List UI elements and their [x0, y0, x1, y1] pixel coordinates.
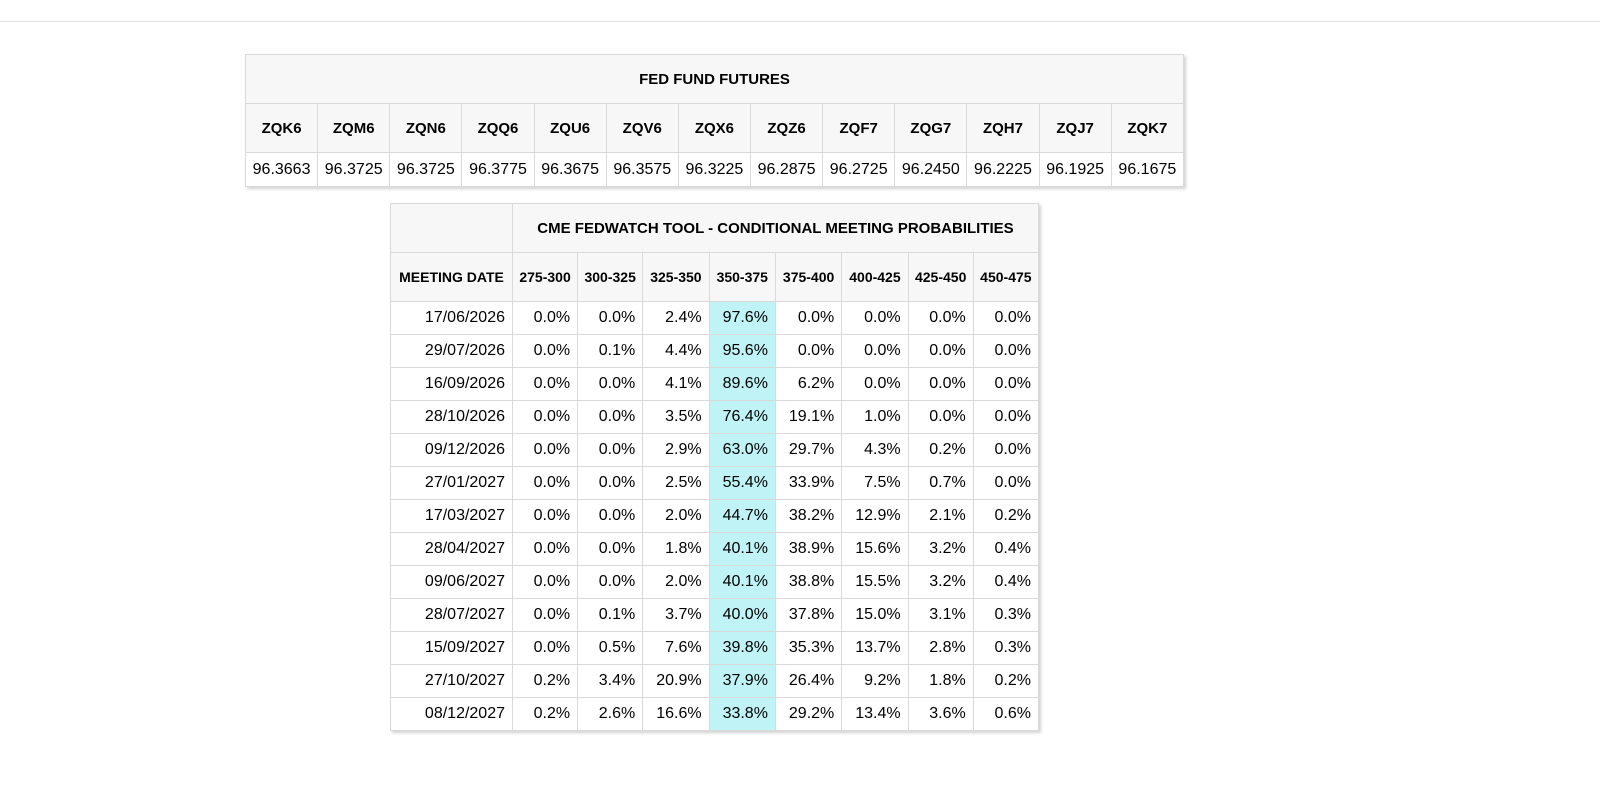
- futures-code-header: ZQX6: [678, 104, 750, 153]
- probability-cell: 55.4%: [709, 467, 775, 500]
- fed-fund-futures-table: [245, 54, 1184, 187]
- futures-code-header: ZQV6: [606, 104, 678, 153]
- probability-cell: 0.3%: [973, 632, 1038, 665]
- probability-cell: 33.8%: [709, 698, 775, 731]
- probability-cell: 2.8%: [908, 632, 973, 665]
- probability-cell: 15.5%: [842, 566, 908, 599]
- futures-price-cell: 96.2875: [750, 153, 822, 187]
- probability-cell: 0.0%: [578, 566, 643, 599]
- probability-cell: 0.0%: [775, 335, 841, 368]
- probability-cell: 0.0%: [578, 434, 643, 467]
- probability-cell: 40.0%: [709, 599, 775, 632]
- probability-cell: 0.0%: [578, 500, 643, 533]
- probability-cell: 15.6%: [842, 533, 908, 566]
- probability-cell: 37.8%: [775, 599, 841, 632]
- probability-cell: 0.0%: [578, 533, 643, 566]
- probability-cell: 0.0%: [513, 335, 578, 368]
- probability-cell: 0.0%: [513, 467, 578, 500]
- probability-cell: 2.9%: [643, 434, 709, 467]
- probability-cell: 0.3%: [973, 599, 1038, 632]
- probability-cell: 0.0%: [973, 368, 1038, 401]
- rate-range-header: 375-400: [775, 253, 841, 302]
- futures-code-header: ZQK7: [1111, 104, 1183, 153]
- table-row: [391, 665, 1039, 698]
- meeting-date-cell: 27/01/2027: [391, 467, 513, 500]
- meeting-date-cell: 09/06/2027: [391, 566, 513, 599]
- table-row: [391, 434, 1039, 467]
- probability-cell: 13.4%: [842, 698, 908, 731]
- futures-code-header: ZQQ6: [462, 104, 534, 153]
- probability-cell: 3.5%: [643, 401, 709, 434]
- probability-cell: 38.9%: [775, 533, 841, 566]
- probability-cell: 0.7%: [908, 467, 973, 500]
- probability-cell: 44.7%: [709, 500, 775, 533]
- probability-cell: 16.6%: [643, 698, 709, 731]
- probability-cell: 0.0%: [973, 467, 1038, 500]
- meeting-date-cell: 27/10/2027: [391, 665, 513, 698]
- table-row: [391, 401, 1039, 434]
- futures-code-header: ZQK6: [246, 104, 318, 153]
- futures-price-cell: 96.1925: [1039, 153, 1111, 187]
- probability-cell: 4.4%: [643, 335, 709, 368]
- futures-price-row: [246, 153, 1184, 187]
- probability-cell: 0.5%: [578, 632, 643, 665]
- probability-cell: 29.7%: [775, 434, 841, 467]
- futures-price-cell: 96.2225: [967, 153, 1039, 187]
- meeting-date-cell: 09/12/2026: [391, 434, 513, 467]
- rate-range-header: 450-475: [973, 253, 1038, 302]
- futures-price-cell: 96.1675: [1111, 153, 1183, 187]
- table-row: [391, 302, 1039, 335]
- probability-cell: 19.1%: [775, 401, 841, 434]
- probability-cell: 40.1%: [709, 533, 775, 566]
- futures-price-cell: 96.3675: [534, 153, 606, 187]
- table-row: [391, 632, 1039, 665]
- meeting-date-cell: 28/04/2027: [391, 533, 513, 566]
- probability-cell: 0.0%: [513, 500, 578, 533]
- probability-cell: 0.2%: [973, 665, 1038, 698]
- probability-cell: 1.0%: [842, 401, 908, 434]
- probability-cell: 0.0%: [513, 632, 578, 665]
- probability-cell: 0.6%: [973, 698, 1038, 731]
- rate-range-header: 275-300: [513, 253, 578, 302]
- probability-cell: 7.6%: [643, 632, 709, 665]
- probability-cell: 0.0%: [513, 599, 578, 632]
- futures-code-header: ZQG7: [895, 104, 967, 153]
- probability-cell: 0.0%: [908, 401, 973, 434]
- probability-cell: 2.0%: [643, 500, 709, 533]
- rate-range-header: 400-425: [842, 253, 908, 302]
- futures-price-cell: 96.2450: [895, 153, 967, 187]
- probability-cell: 6.2%: [775, 368, 841, 401]
- probability-cell: 3.7%: [643, 599, 709, 632]
- probability-cell: 0.1%: [578, 599, 643, 632]
- probability-cell: 0.0%: [775, 302, 841, 335]
- meeting-date-cell: 28/10/2026: [391, 401, 513, 434]
- meeting-date-cell: 08/12/2027: [391, 698, 513, 731]
- probabilities-body: [391, 302, 1039, 731]
- probability-cell: 97.6%: [709, 302, 775, 335]
- probability-cell: 3.2%: [908, 533, 973, 566]
- probabilities-title: CME FEDWATCH TOOL - CONDITIONAL MEETING PROBABILITIES: [513, 204, 1039, 253]
- probability-cell: 4.3%: [842, 434, 908, 467]
- table-row: [391, 698, 1039, 731]
- meeting-date-cell: 29/07/2026: [391, 335, 513, 368]
- futures-code-header: ZQU6: [534, 104, 606, 153]
- probability-cell: 9.2%: [842, 665, 908, 698]
- probability-cell: 0.0%: [973, 434, 1038, 467]
- probability-cell: 3.4%: [578, 665, 643, 698]
- probability-cell: 0.2%: [513, 698, 578, 731]
- probability-cell: 0.0%: [513, 401, 578, 434]
- probability-cell: 0.0%: [513, 566, 578, 599]
- futures-code-header: ZQF7: [823, 104, 895, 153]
- futures-price-cell: 96.2725: [823, 153, 895, 187]
- probability-cell: 89.6%: [709, 368, 775, 401]
- meeting-date-cell: 16/09/2026: [391, 368, 513, 401]
- probability-cell: 4.1%: [643, 368, 709, 401]
- futures-code-row: [246, 104, 1184, 153]
- probability-cell: 15.0%: [842, 599, 908, 632]
- meeting-date-cell: 17/03/2027: [391, 500, 513, 533]
- probability-cell: 26.4%: [775, 665, 841, 698]
- top-divider: [0, 21, 1600, 22]
- probability-cell: 40.1%: [709, 566, 775, 599]
- probability-cell: 0.0%: [513, 533, 578, 566]
- table-row: [391, 566, 1039, 599]
- probability-cell: 76.4%: [709, 401, 775, 434]
- probability-cell: 29.2%: [775, 698, 841, 731]
- probability-cell: 0.2%: [908, 434, 973, 467]
- probability-cell: 0.0%: [842, 302, 908, 335]
- probability-cell: 2.6%: [578, 698, 643, 731]
- meeting-date-cell: 28/07/2027: [391, 599, 513, 632]
- probability-cell: 38.2%: [775, 500, 841, 533]
- meeting-probabilities-table: [390, 203, 1039, 731]
- table-row: [391, 599, 1039, 632]
- meeting-date-header: MEETING DATE: [391, 253, 513, 302]
- probability-cell: 3.2%: [908, 566, 973, 599]
- probability-cell: 63.0%: [709, 434, 775, 467]
- futures-code-header: ZQN6: [390, 104, 462, 153]
- probability-cell: 1.8%: [908, 665, 973, 698]
- probability-cell: 0.0%: [842, 368, 908, 401]
- corner-cell: [391, 204, 513, 253]
- probability-cell: 0.0%: [908, 368, 973, 401]
- probability-cell: 95.6%: [709, 335, 775, 368]
- probability-cell: 0.2%: [973, 500, 1038, 533]
- probability-cell: 0.0%: [578, 302, 643, 335]
- probability-cell: 12.9%: [842, 500, 908, 533]
- probability-cell: 0.0%: [908, 302, 973, 335]
- probability-cell: 13.7%: [842, 632, 908, 665]
- probability-cell: 35.3%: [775, 632, 841, 665]
- table-row: [391, 368, 1039, 401]
- probability-cell: 37.9%: [709, 665, 775, 698]
- probability-cell: 3.1%: [908, 599, 973, 632]
- probability-cell: 2.1%: [908, 500, 973, 533]
- table-row: [391, 500, 1039, 533]
- probability-cell: 0.0%: [578, 467, 643, 500]
- probability-cell: 0.2%: [513, 665, 578, 698]
- probability-cell: 7.5%: [842, 467, 908, 500]
- futures-code-header: ZQJ7: [1039, 104, 1111, 153]
- probability-cell: 0.4%: [973, 566, 1038, 599]
- probability-cell: 0.0%: [973, 401, 1038, 434]
- futures-price-cell: 96.3225: [678, 153, 750, 187]
- probability-cell: 0.0%: [513, 368, 578, 401]
- futures-title: FED FUND FUTURES: [246, 55, 1184, 104]
- probability-cell: 38.8%: [775, 566, 841, 599]
- meeting-date-cell: 15/09/2027: [391, 632, 513, 665]
- probability-cell: 0.0%: [513, 302, 578, 335]
- probability-cell: 2.0%: [643, 566, 709, 599]
- futures-price-cell: 96.3725: [318, 153, 390, 187]
- probability-cell: 39.8%: [709, 632, 775, 665]
- probability-cell: 2.4%: [643, 302, 709, 335]
- table-row: [391, 533, 1039, 566]
- futures-price-cell: 96.3663: [246, 153, 318, 187]
- futures-price-cell: 96.3575: [606, 153, 678, 187]
- table-row: [391, 335, 1039, 368]
- futures-price-cell: 96.3725: [390, 153, 462, 187]
- futures-code-header: ZQH7: [967, 104, 1039, 153]
- probability-cell: 0.1%: [578, 335, 643, 368]
- futures-code-header: ZQM6: [318, 104, 390, 153]
- futures-code-header: ZQZ6: [750, 104, 822, 153]
- rate-range-header: 325-350: [643, 253, 709, 302]
- probability-cell: 1.8%: [643, 533, 709, 566]
- probability-cell: 0.0%: [908, 335, 973, 368]
- probability-cell: 0.4%: [973, 533, 1038, 566]
- meeting-date-cell: 17/06/2026: [391, 302, 513, 335]
- rate-range-header: 300-325: [578, 253, 643, 302]
- probability-cell: 0.0%: [513, 434, 578, 467]
- probability-cell: 0.0%: [578, 401, 643, 434]
- probability-cell: 0.0%: [973, 302, 1038, 335]
- probability-cell: 20.9%: [643, 665, 709, 698]
- probability-cell: 0.0%: [578, 368, 643, 401]
- futures-price-cell: 96.3775: [462, 153, 534, 187]
- table-row: [391, 467, 1039, 500]
- probability-cell: 33.9%: [775, 467, 841, 500]
- rate-range-header: 425-450: [908, 253, 973, 302]
- probability-cell: 0.0%: [842, 335, 908, 368]
- probabilities-header-row: [391, 253, 1039, 302]
- probability-cell: 2.5%: [643, 467, 709, 500]
- probability-cell: 0.0%: [973, 335, 1038, 368]
- probability-cell: 3.6%: [908, 698, 973, 731]
- rate-range-header: 350-375: [709, 253, 775, 302]
